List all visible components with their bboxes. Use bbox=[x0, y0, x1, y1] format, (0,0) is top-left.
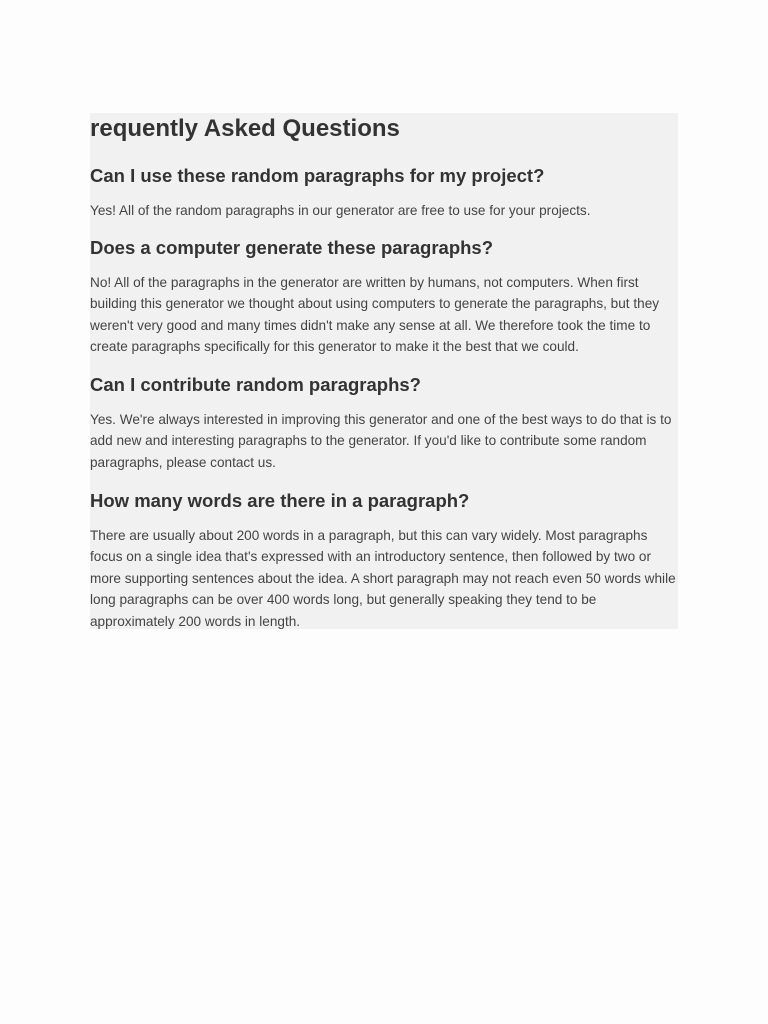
faq-question-2: Does a computer generate these paragraphs? bbox=[90, 237, 494, 258]
faq-section bbox=[90, 113, 678, 629]
faq-answer-1: Yes! All of the random paragraphs in our generator are free to use for your projects. bbox=[90, 203, 591, 218]
faq-question-3: Can I contribute random paragraphs? bbox=[90, 374, 421, 395]
faq-answer-2: No! All of the paragraphs in the generator are written by humans, not computers. When first building this generator we thought about using computers to generate the paragraphs, but they weren't very good and many times didn't make any sense at all. We therefore took the time to create paragraphs specifically for this generator to make it the best that we could. bbox=[90, 275, 660, 355]
faq-question-1: Can I use these random paragraphs for my project? bbox=[90, 165, 545, 186]
faq-question-4: How many words are there in a paragraph? bbox=[90, 490, 470, 511]
faq-answer-3: Yes. We're always interested in improving this generator and one of the best ways to do that is to add new and interesting paragraphs to the generator. If you'd like to contribute some random paragraphs, please contact us. bbox=[90, 412, 672, 470]
faq-heading: requently Asked Questions bbox=[90, 115, 400, 142]
faq-answer-4: There are usually about 200 words in a paragraph, but this can vary widely. Most paragraphs focus on a single idea that's expressed with an introductory sentence, then followed by two or more supporting sentences about the idea. A short paragraph may not reach even 50 words while long paragraphs can be over 400 words long, but generally speaking they tend to be approximately 200 words in length. bbox=[90, 528, 676, 629]
